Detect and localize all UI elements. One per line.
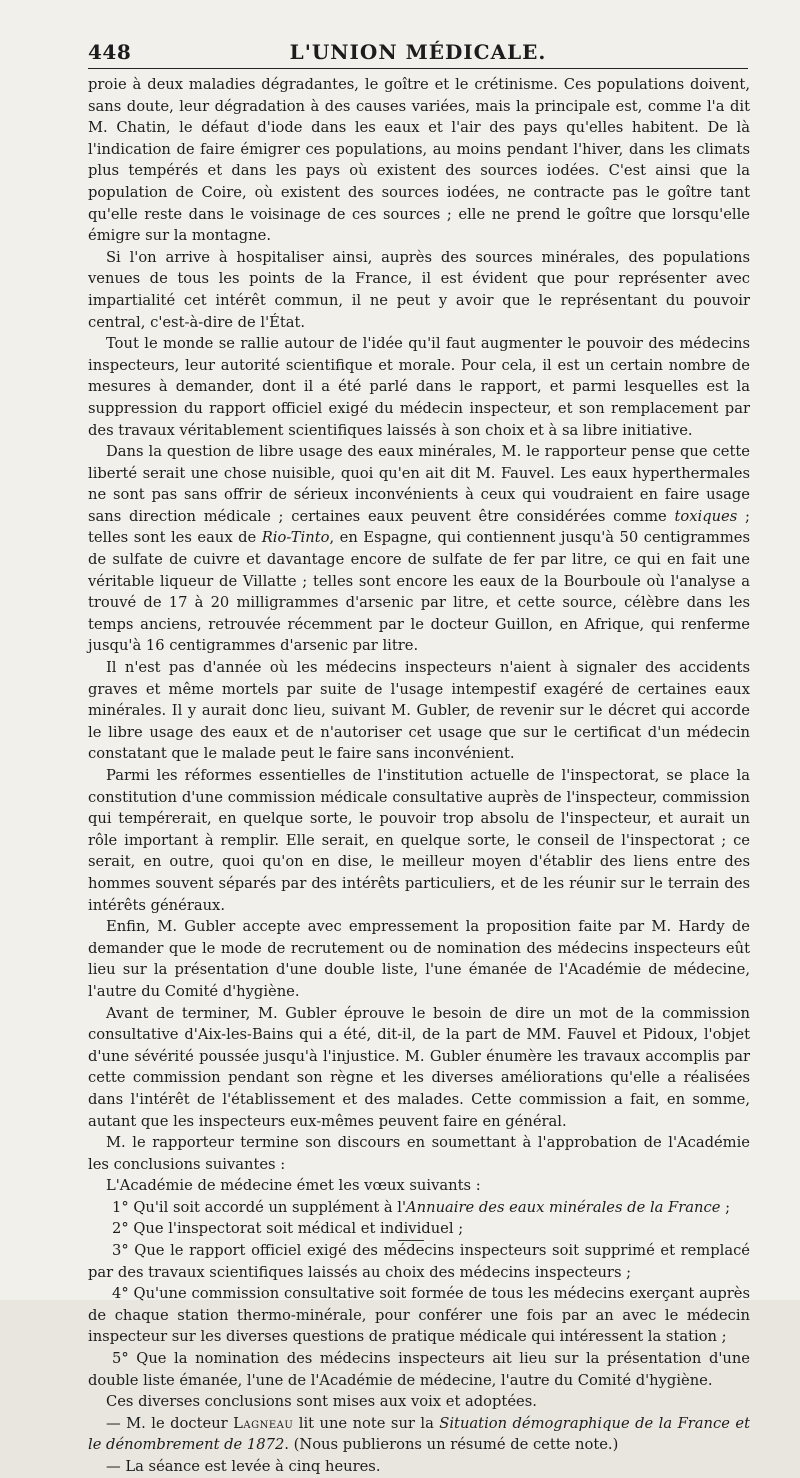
- paragraph: Avant de terminer, M. Gubler éprouve le besoin de dire un mot de la commission consultative d'Aix-les-Bains qui a été, dit-il, de la part de MM. Fauvel et Pidoux, l'objet d'une sévérité poussée jusqu'à l'injustice. M. Gubler énumère les travaux accomplis par cette commission pendant son règne et les diverses améliorations qu'elle a réalisées dans l'intérêt de l'établissement et des malades. Cette commission a fait, en somme, autant que les inspecteurs eux-mêmes peuvent faire en général.: [88, 1004, 750, 1130]
- paragraph: Parmi les réformes essentielles de l'institution actuelle de l'inspectorat, se place la constitution d'une commission médicale consultative auprès de l'inspecteur, commission qui tempérerait, en quelque sorte, le pouvoir trop absolu de l'inspecteur, et aurait un rôle important à remplir. Elle serait, en quelque sorte, le conseil de l'inspectorat ; ce serait, en outre, quoi qu'on en dise, le meilleur moyen d'établir des liens entre des hommes souvent séparés par des intérêts particuliers, et de les réunir sur le terrain des intérêts généraux.: [88, 767, 750, 914]
- article-body: [88, 74, 750, 1478]
- wish-item: [88, 1197, 750, 1219]
- text-run: . (Nous publierons un résumé de cette note.): [284, 1436, 619, 1454]
- wish-item: [88, 1240, 750, 1283]
- note-announcement: [88, 1413, 750, 1456]
- header-rule: [88, 68, 748, 69]
- wish-text: Que la nomination des médecins inspecteurs ait lieu sur la présentation d'une double liste émanée, l'une de l'Académie de médecine, l'autre du Comité d'hygiène.: [88, 1350, 750, 1389]
- page-header: [88, 36, 748, 66]
- wishes-intro: L'Académie de médecine émet les vœux suivants :: [106, 1177, 481, 1195]
- wish-text: Que l'inspectorat soit médical et individuel ;: [128, 1220, 464, 1238]
- author-name: Lagneau: [233, 1414, 294, 1432]
- text-run: , en Espagne, qui contiennent jusqu'à 50 centigrammes de sulfate de cuivre et davantage encore de sulfate de fer par litre, ce qui en fait une véritable liqueur de Villatte ; telles sont encore les eaux de la Bourboule où l'analyse a trouvé de 17 à 20 milligrammes d'arsenic par litre, et cette source, célèbre dans les temps anciens, retrouvée récemment par le docteur Guillon, en Afrique, qui renferme jusqu'à 16 centigrammes d'arsenic par litre.: [88, 529, 750, 655]
- wish-number: 1°: [112, 1198, 129, 1216]
- italic-note-title: Situation démographique de la France et le dénombrement de 1872: [88, 1414, 750, 1454]
- wish-text: ;: [720, 1198, 731, 1216]
- vote-line: Ces diverses conclusions sont mises aux voix et adoptées.: [106, 1393, 537, 1411]
- end-rule: [398, 1240, 424, 1241]
- page-number: 448: [88, 40, 132, 64]
- wish-item: [88, 1283, 750, 1348]
- wish-number: 4°: [112, 1285, 129, 1303]
- text-run: lit une note sur la: [293, 1414, 440, 1432]
- wish-text: Qu'une commission consultative soit formée de tous les médecins exerçant auprès de chaque station thermo-minérale, pour conférer une fois par an avec le médecin inspecteur sur les diverses questions de pratique médicale qui intéressent la station ;: [88, 1285, 750, 1346]
- italic-title: Annuaire des eaux minérales de la France: [406, 1198, 721, 1216]
- paragraph: Si l'on arrive à hospitaliser ainsi, auprès des sources minérales, des populations venues de tous les points de la France, il est évident que pour représenter avec impartialité cet intérêt commun, il ne peut y avoir que le représentant du pouvoir central, c'est-à-dire de l'État.: [88, 248, 750, 331]
- paragraph: Enfin, M. Gubler accepte avec empressement la proposition faite par M. Hardy de demander que le mode de recrutement ou de nomination des médecins inspecteurs eût lieu sur la présentation d'une double liste, l'une émanée de l'Académie de médecine, l'autre du Comité d'hygiène.: [88, 918, 750, 1000]
- text-run: ; telles sont les eaux de: [88, 507, 750, 547]
- paragraph: proie à deux maladies dégradantes, le goître et le crétinisme. Ces populations doivent, sans doute, leur dégradation à des causes variées, mais la principale est, comme l'a dit M. Chatin, le défaut d'iode dans les eaux et l'air des pays qu'elles habitent. De là l'indication de faire émigrer ces populations, au moins pendant l'hiver, dans les climats plus tempérés et dans les pays où existent des sources iodées. C'est ainsi que la population de Coire, où existent des sources iodées, ne contracte pas le goître tant qu'elle reste dans le voisinage de ces sources ; elle ne prend le goître que lorsqu'elle émigre sur la montagne.: [88, 76, 750, 245]
- paragraph: [88, 441, 750, 657]
- wish-number: 2°: [112, 1220, 129, 1238]
- italic-place-name: Rio-Tinto: [261, 529, 330, 547]
- wish-item: [88, 1218, 750, 1240]
- paragraph: Tout le monde se rallie autour de l'idée qu'il faut augmenter le pouvoir des médecins inspecteurs, leur autorité scientifique et morale. Pour cela, il est un certain nombre de mesures à demander, dont il a été parlé dans le rapport, et parmi lesquelles est la suppression du rapport officiel exigé du médecin inspecteur, et son remplacement par des travaux véritablement scientifiques laissés à son choix et à sa libre initiative.: [88, 335, 750, 439]
- running-title: L'UNION MÉDICALE.: [289, 40, 547, 64]
- paragraph: M. le rapporteur termine son discours en soumettant à l'approbation de l'Académie les conclusions suivantes :: [88, 1134, 750, 1173]
- paragraph: Il n'est pas d'année où les médecins inspecteurs n'aient à signaler des accidents graves et même mortels par suite de l'usage intempestif exagéré de certaines eaux minérales. Il y aurait donc lieu, suivant M. Gubler, de revenir sur le décret qui accorde le libre usage des eaux et de n'autoriser cet usage que sur le certificat d'un médecin constatant que le malade peut le faire sans inconvénient.: [88, 659, 750, 763]
- wish-text: Qu'il soit accordé un supplément à l': [128, 1198, 407, 1216]
- text-run: — M. le docteur: [106, 1414, 234, 1432]
- wish-text: Que le rapport officiel exigé des médecins inspecteurs soit supprimé et remplacé par des travaux scientifiques laissés au choix des médecins inspecteurs ;: [88, 1242, 750, 1281]
- text-run: Dans la question de libre usage des eaux minérales, M. le rapporteur pense que cette liberté serait une chose nuisible, quoi qu'en ait dit M. Fauvel. Les eaux hyperthermales ne sont pas sans offrir de sérieux inconvénients à ceux qui voudraient en faire usage sans direction médicale ; certaines eaux peuvent être considérées comme: [88, 443, 750, 525]
- wish-item: [88, 1348, 750, 1391]
- wish-number: 5°: [112, 1350, 129, 1368]
- wish-number: 3°: [112, 1242, 129, 1260]
- adjournment-line: — La séance est levée à cinq heures.: [106, 1458, 381, 1475]
- italic-term: toxiques: [674, 507, 738, 525]
